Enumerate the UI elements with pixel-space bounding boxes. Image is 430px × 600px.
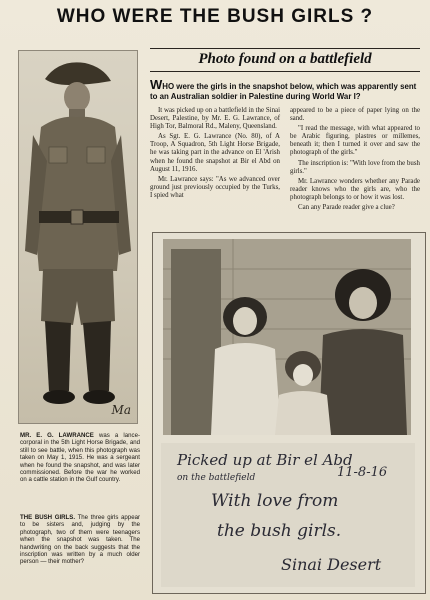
handwriting-line-1: Picked up at Bir el Abd	[177, 451, 353, 469]
col1-paragraph: As Sgt. E. G. Lawrance (No. 80), of A Troop, A Squadron, 5th Light Horse Brigade, he was taking part in the advance on El 'Arish when he found the snapshot at Bir el Abd on August 11, 1916.	[150, 133, 280, 173]
soldier-figure-illustration	[19, 51, 137, 423]
article-column-1	[150, 107, 280, 202]
portrait-signature: Ma	[111, 403, 131, 417]
lede-paragraph	[150, 77, 422, 101]
subtitle: Photo found on a battlefield	[198, 51, 372, 67]
handwriting-line-4: Sinai Desert	[281, 555, 382, 574]
girls-caption-text: The three girls appear to be sisters and, judging by the photograph, two of them were teenagers when the snapshot was taken. The handwriting on the back suggests that the inscription was written by a much older person — their mother?	[20, 514, 141, 566]
col2-paragraph: "I read the message, with what appeared to be Arabic figuring, plastres or millemes, beneath it; then I turned it over and saw the photograph of the girls."	[290, 125, 420, 157]
col2-paragraph: Mr. Lawrance wonders whether any Parade reader knows who the girls are, who the photograph belongs to or how it was lost.	[290, 177, 420, 201]
handwriting-line-2: With love from	[211, 491, 339, 511]
col2-paragraph: The inscription is: "With love from the bush girls."	[290, 159, 420, 175]
headline: WHO WERE THE BUSH GIRLS ?	[56, 6, 374, 27]
handwriting-line-3: the bush girls.	[217, 521, 342, 541]
col2-paragraph: Can any Parade reader give a clue?	[298, 204, 395, 212]
bush-girls-photo-frame	[152, 232, 426, 594]
col2-paragraph: appeared to be a piece of paper lying on the sand.	[290, 107, 420, 123]
bush-girls-illustration	[163, 239, 411, 435]
girls-caption	[20, 514, 140, 566]
soldier-caption-text: was a lance-corporal in the 5th Light Horse Brigade, and still to see battle, when this photograph was taken on May 1, 1915. He was a sergeant when he found the snapshot, and was later commissioned. Before the war he worked on a cattle station in the Gulf country.	[20, 432, 140, 484]
subtitle-rule-bottom	[150, 71, 420, 72]
bush-girls-snapshot	[163, 239, 411, 435]
soldier-caption-name: MR. E. G. LAWRANCE	[20, 432, 94, 439]
subtitle-rule-top	[150, 48, 420, 49]
soldier-caption	[20, 432, 140, 484]
lede-text: HO were the girls in the snapshot below, which was apparently sent to an Australian soldier in Palestine during World War I?	[150, 82, 417, 101]
handwriting-line-1b: on the battlefield	[177, 473, 256, 483]
col1-paragraph: Mr. Lawrance says: "As we advanced over ground just previously occupied by the Turks, I spied what	[150, 175, 280, 199]
soldier-portrait-photo	[18, 50, 138, 424]
lede-dropcap: W	[150, 77, 163, 92]
girls-caption-name: THE BUSH GIRLS.	[20, 514, 76, 521]
article-column-2	[290, 107, 420, 214]
col1-paragraph: It was picked up on a battlefield in the Sinai Desert, Palestine, by Mr. E. G. Lawrance, of High Tor, Balmoral Rd., Maleny, Queensland.	[150, 107, 280, 131]
handwritten-inscription	[161, 443, 415, 587]
handwriting-date: 11-8-16	[337, 465, 388, 480]
